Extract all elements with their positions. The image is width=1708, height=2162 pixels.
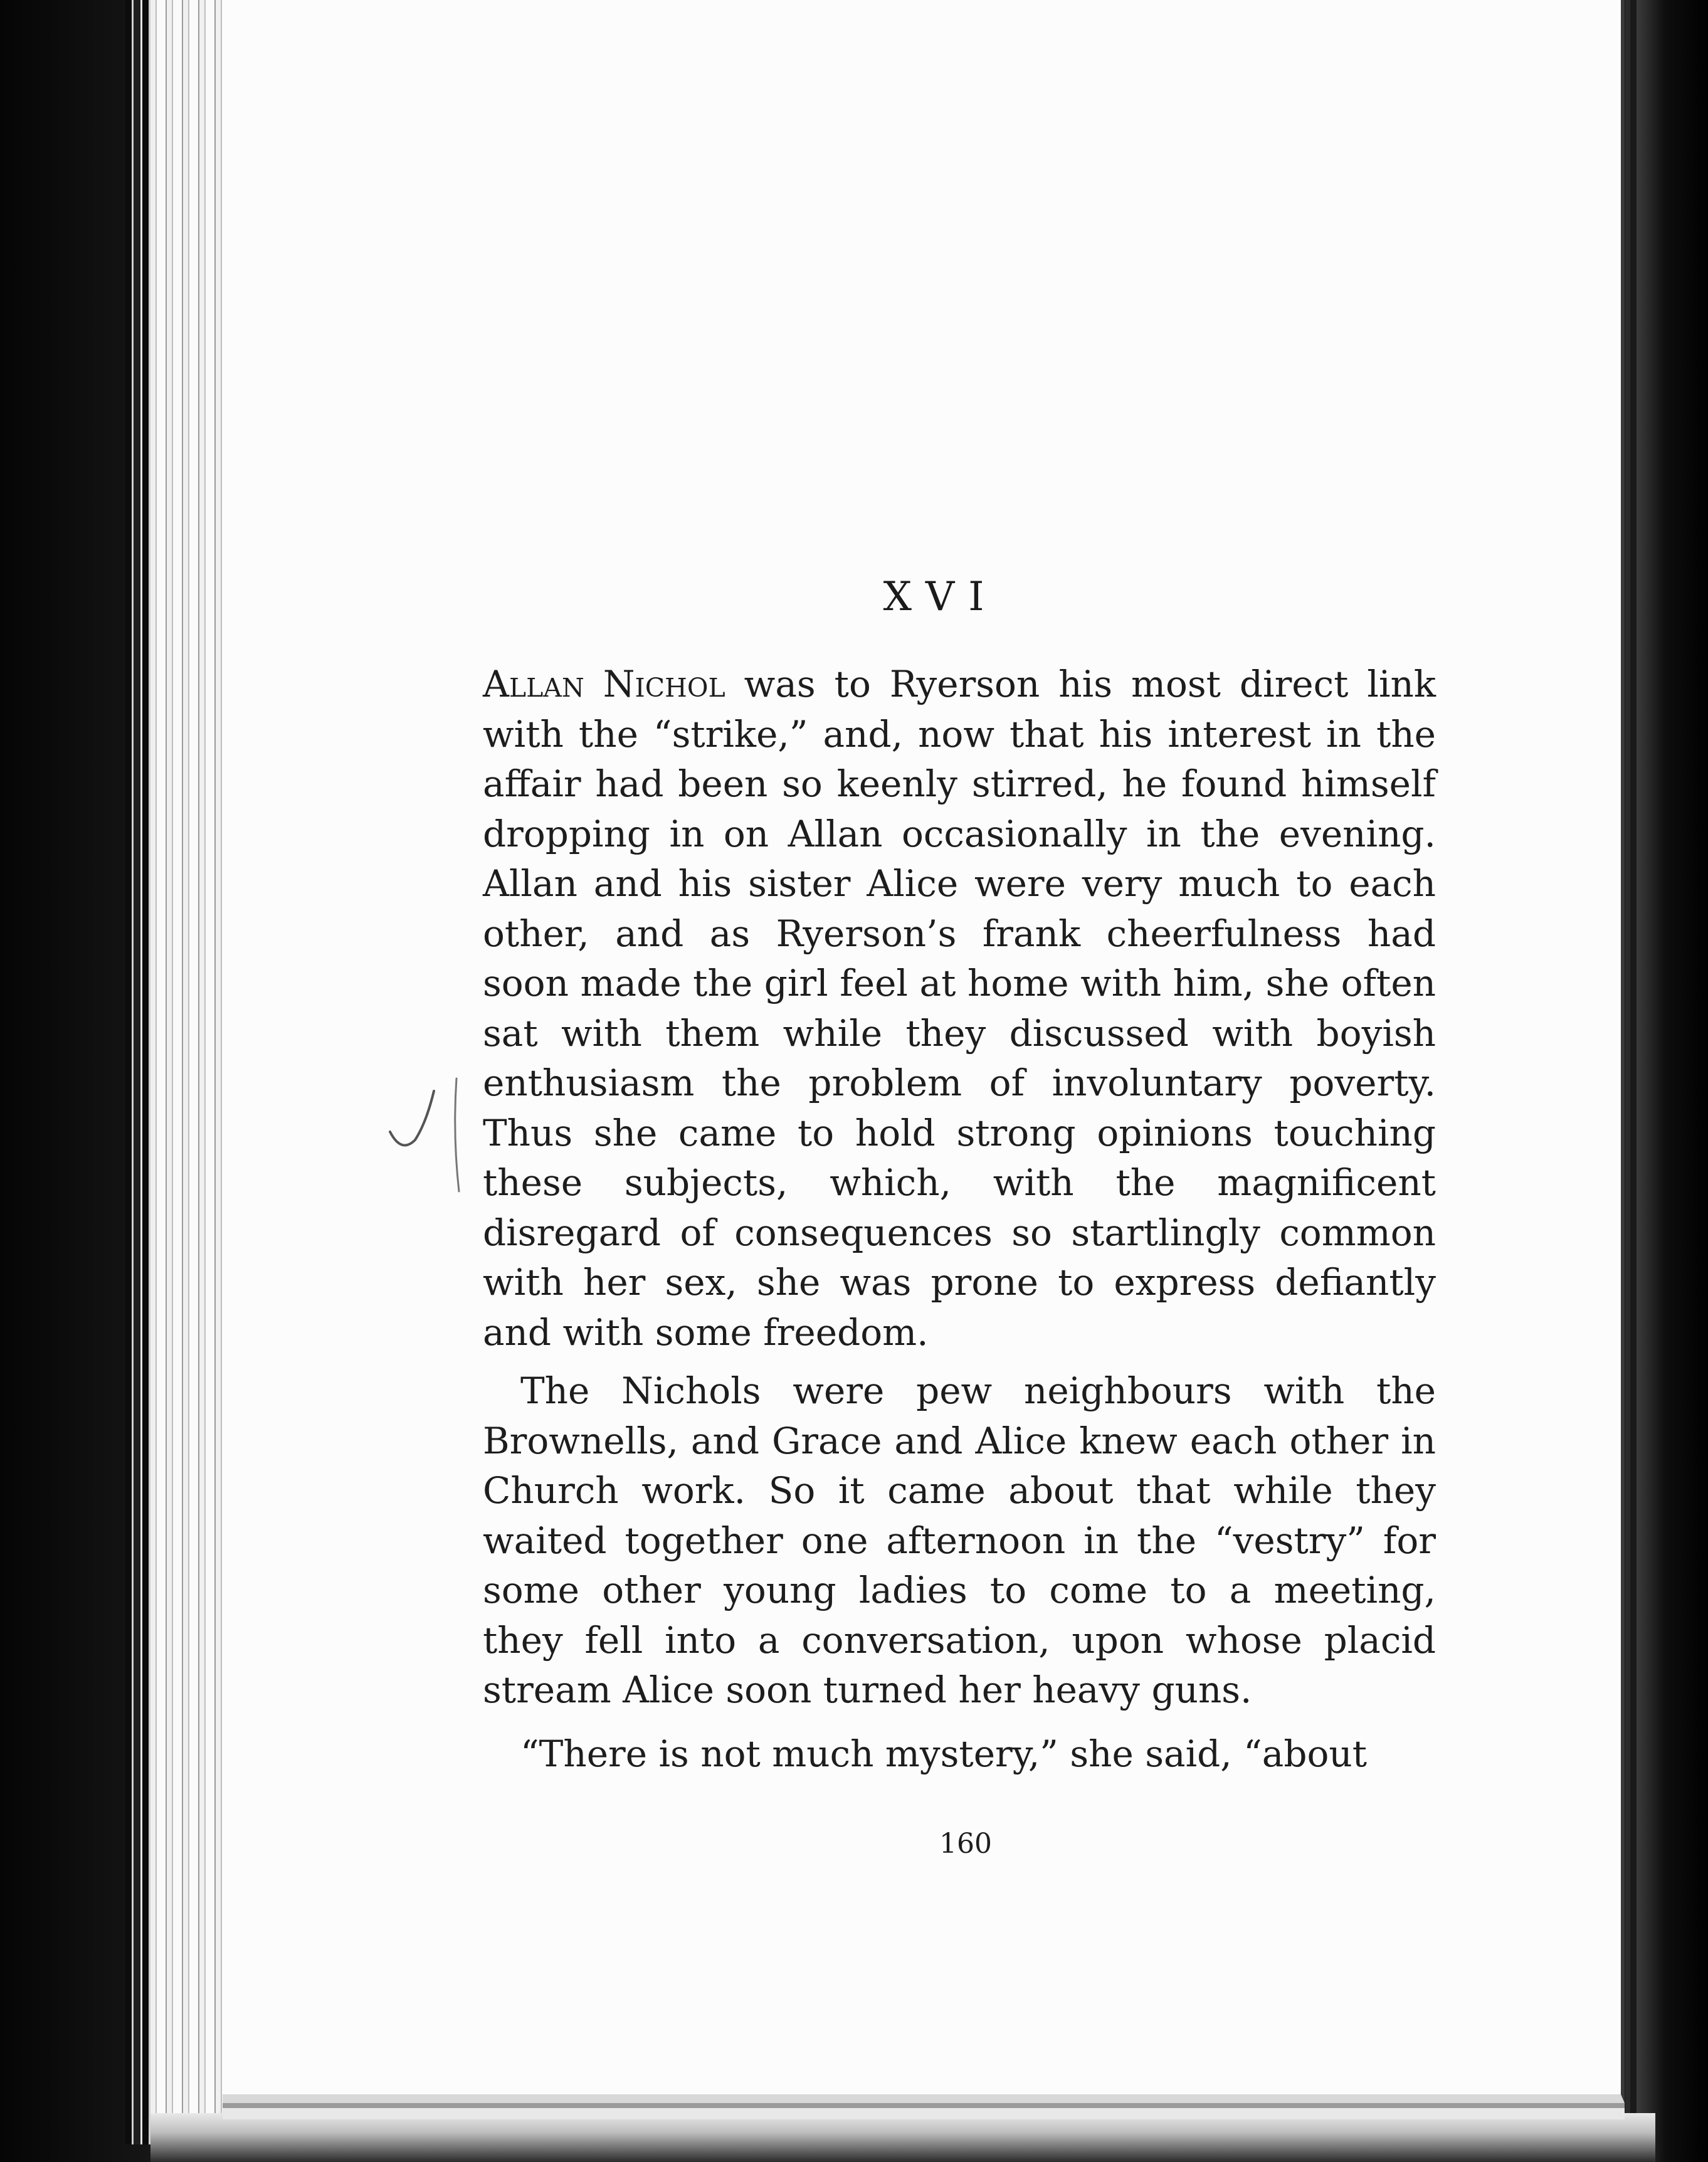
paragraph-1: [483, 660, 1436, 1358]
body-text: [483, 660, 1436, 1779]
paragraph-2: The Nichols were pew neighbours with the Brownells, and Grace and Alice knew each other in Church work. So it came about that while they waited together one afternoon in the “vestry” for some other young ladies to come to a meeting, they fell into a conversation, upon whose placid stream Alice soon turned her heavy guns.: [483, 1369, 1436, 1711]
book-right-edge: [1637, 0, 1708, 2162]
page-gutter-rule: [1625, 0, 1630, 2162]
chapter-heading: XVI: [883, 574, 998, 620]
paragraph-1-text: was to Ryerson his most direct link with the “strike,” and, now that his interest in the affair had been so keenly stirred, he found himself dropping in on Allan occasionally in the evening. Allan and his sister Alice were very much to each other, and as Ryerson’s frank cheerfulness had soon made the girl feel at home with him, she often sat with them while they discussed with boyish enthusiasm the problem of involuntary poverty. Thus she came to hold strong opinions touching these subjects, which, with the magnificent disregard of consequences so startlingly common with her sex, she was prone to express defiantly and with some freedom.: [483, 663, 1436, 1354]
page-number: 160: [939, 1828, 992, 1860]
opening-name: Allan Nichol: [483, 663, 725, 705]
paragraph-3: “There is not much mystery,” she said, “about: [520, 1732, 1368, 1775]
pencil-check-mark: [382, 1066, 477, 1204]
book-bottom-edge: [150, 2113, 1655, 2162]
